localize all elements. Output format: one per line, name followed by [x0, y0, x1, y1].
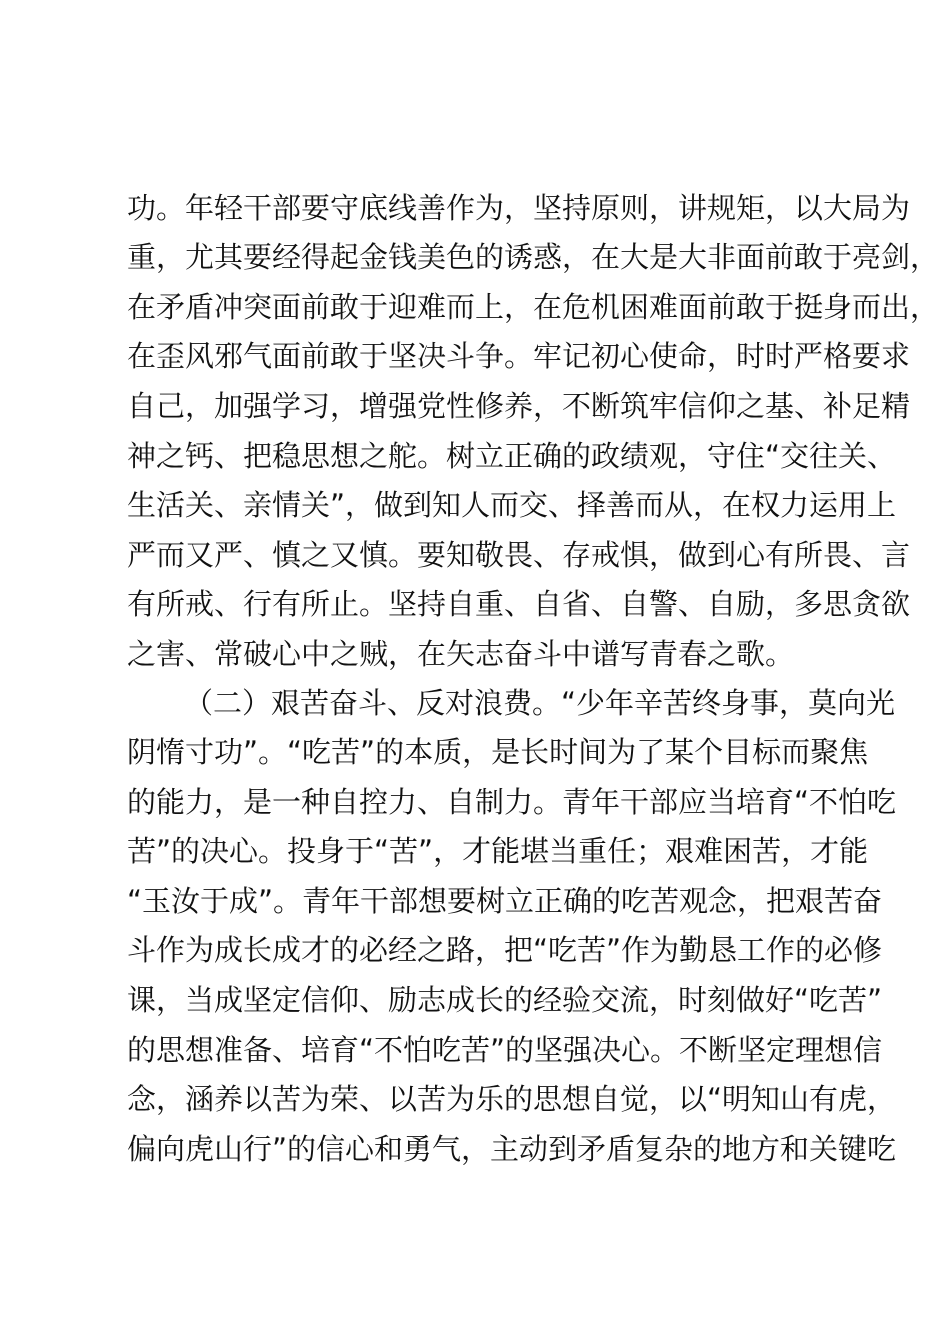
text-line: 阴惰寸功”。“吃苦”的本质，是长时间为了某个目标而聚焦 — [127, 735, 869, 769]
text-line: 念，涵养以苦为荣、以苦为乐的思想自觉，以“明知山有虎， — [127, 1082, 897, 1116]
text-line: 有所戒、行有所止。坚持自重、自省、自警、自励，多思贪欲 — [127, 587, 911, 621]
text-line: 之害、常破心中之贼，在矢志奋斗中谱写青春之歌。 — [127, 637, 795, 671]
text-line: 功。年轻干部要守底线善作为，坚持原则，讲规矩，以大局为 — [127, 191, 911, 225]
text-line: 重，尤其要经得起金钱美色的诱惑，在大是大非面前敢于亮剑， — [127, 240, 940, 274]
text-line: 在歪风邪气面前敢于坚决斗争。牢记初心使命，时时严格要求 — [127, 339, 911, 373]
text-line: 的能力，是一种自控力、自制力。青年干部应当培育“不怕吃 — [127, 785, 897, 819]
text-line: 苦”的决心。投身于“苦”，才能堪当重任；艰难困苦，才能 — [127, 834, 869, 868]
text-line: 偏向虎山行”的信心和勇气，主动到矛盾复杂的地方和关键吃 — [127, 1132, 897, 1166]
text-line: 严而又严、慎之又慎。要知敬畏、存戒惧，做到心有所畏、言 — [127, 538, 911, 572]
text-line: 在矛盾冲突面前敢于迎难而上，在危机困难面前敢于挺身而出， — [127, 290, 940, 324]
text-line: “玉汝于成”。青年干部想要树立正确的吃苦观念，把艰苦奋 — [127, 884, 883, 918]
text-line: 神之钙、把稳思想之舵。树立正确的政绩观，守住“交往关、 — [127, 439, 897, 473]
text-line: 的思想准备、培育“不怕吃苦”的坚强决心。不断坚定理想信 — [127, 1033, 883, 1067]
text-line: 斗作为成长成才的必经之路，把“吃苦”作为勤恳工作的必修 — [127, 933, 883, 967]
text-line: 课，当成坚定信仰、励志成长的经验交流，时刻做好“吃苦” — [127, 983, 883, 1017]
text-line: 生活关、亲情关”，做到知人而交、择善而从，在权力运用上 — [127, 488, 897, 522]
text-line: 自己，加强学习，增强党性修养，不断筑牢信仰之基、补足精 — [127, 389, 911, 423]
section-heading-line: （二）艰苦奋斗、反对浪费。“少年辛苦终身事，莫向光 — [184, 686, 896, 720]
